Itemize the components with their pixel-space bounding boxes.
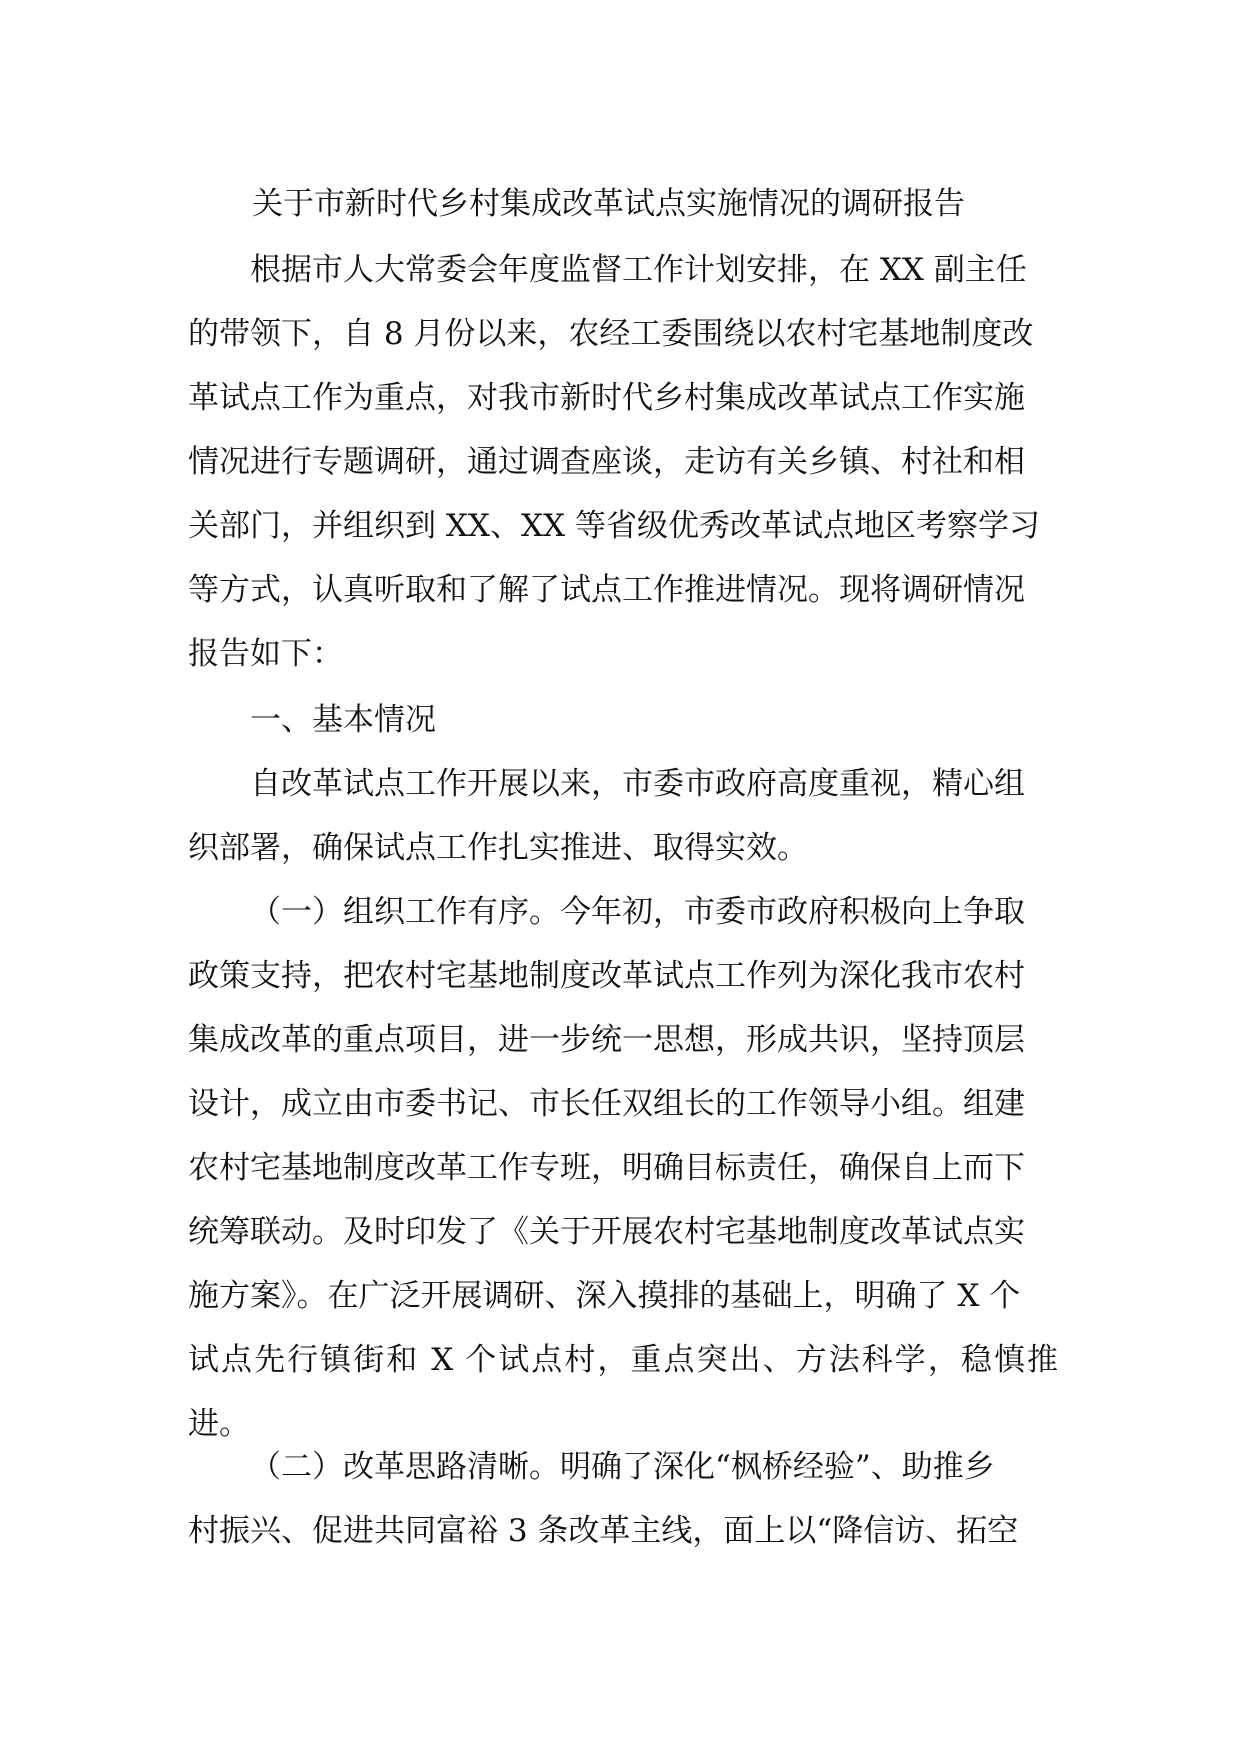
- item2-paragraph: （二）改革思路清晰。明确了深化“枫桥经验”、助推乡 村振兴、促进共同富裕 3 条改革主线，面上以“降信访、拓空: [188, 1449, 1019, 1549]
- section-heading-basic-situation: 一、基本情况: [250, 702, 436, 738]
- item1-paragraph: （一）组织工作有序。今年初，市委市政府积极向上争取 政策支持，把农村宅基地制度改革试点工作列为深化我市农村 集成改革的重点项目，进一步统一思想，形成共识，坚持顶层 设计，成立由市委书记、市长任双组长的工作领导小组。组建 农村宅基地制度改革工作专班，明确目标责任，确保自上而下 统筹联动。及时印发了《关于开展农村宅基地制度改革试点实 施方案》。在广泛开展调研、深入摸排的基础上，明确了 X 个 试点先行镇街和 X 个试点村，重点突出、方法科学，稳慎推进。: [188, 894, 1058, 1442]
- section1-body-paragraph: 自改革试点工作开展以来，市委市政府高度重视，精心组 织部署，确保试点工作扎实推进、取得实效。: [188, 766, 1025, 866]
- intro-paragraph: 根据市人大常委会年度监督工作计划安排，在 XX 副主任 的带领下，自 8 月份以来，农经工委围绕以农村宅基地制度改 革试点工作为重点，对我市新时代乡村集成改革试点工作实施 情况进行专题调研，通过调查座谈，走访有关乡镇、村社和相 关部门，并组织到 XX、XX 等省级优秀改革试点地区考察学习 等方式，认真听取和了解了试点工作推进情况。现将调研情况 报告如下：: [188, 252, 1040, 672]
- document-title: 关于市新时代乡村集成改革试点实施情况的调研报告: [252, 186, 965, 222]
